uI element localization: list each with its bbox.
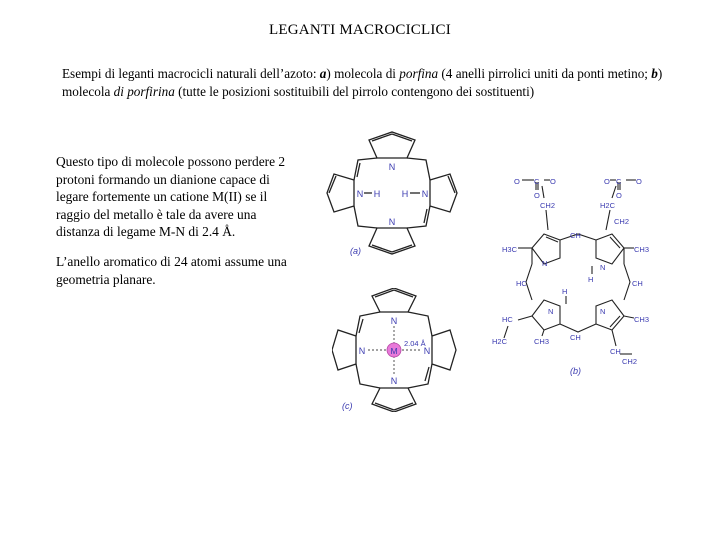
porphine-n-bottom: N	[388, 217, 396, 227]
porphyrin-o-3: O	[550, 177, 556, 186]
metallo-n-right: N	[423, 346, 431, 356]
metallo-n-bottom: N	[390, 376, 398, 386]
porphyrin-ch2-left: CH2	[540, 201, 556, 210]
porphyrin-h-bl: H	[562, 287, 568, 296]
porphyrin-o-6: O	[636, 177, 642, 186]
porphyrin-hc-left: HC	[516, 279, 527, 288]
porphyrin-ch2-vinyl: CH2	[622, 357, 638, 366]
porphyrin-h3c-left: H3C	[502, 245, 518, 254]
figure-a-label: (a)	[350, 246, 361, 256]
porphyrin-ch3-bl: CH3	[534, 337, 550, 346]
metallo-n-left: N	[358, 346, 366, 356]
porphyrin-ch-right: CH	[632, 279, 643, 288]
paragraph-aromatic-ring: L’anello aromatico di 24 atomi assume una geometria planare.	[56, 253, 287, 287]
figure-porphyrin	[488, 168, 664, 380]
porphine-n-left: N	[356, 189, 364, 199]
metallo-n-top: N	[390, 316, 398, 326]
term-porfina: porfina	[399, 66, 439, 81]
intro-text-3: (4 anelli pirrolici uniti da ponti metino;	[438, 66, 652, 81]
porphyrin-ch-top: CH	[570, 231, 581, 240]
porphine-h-left: H	[373, 189, 381, 199]
porphyrin-h2c-right: H2C	[600, 201, 616, 210]
porphyrin-c-1: C	[534, 177, 540, 186]
porphine-n-top: N	[388, 162, 396, 172]
bond-distance-label: 2.04 Å	[404, 339, 426, 348]
porphyrin-ch3-br: CH3	[634, 315, 650, 324]
porphyrin-ch-vinyl: CH	[610, 347, 621, 356]
porphyrin-o-2: O	[534, 191, 540, 200]
porphyrin-n-tl: N	[542, 259, 548, 268]
porphyrin-hc-vinyl: HC	[502, 315, 513, 324]
porphine-h-right: H	[401, 189, 409, 199]
porphyrin-o-1: O	[514, 177, 520, 186]
figure-b-label: (b)	[570, 366, 581, 376]
page-title: LEGANTI MACROCICLICI	[269, 22, 451, 38]
porphyrin-ch2-right: CH2	[614, 217, 630, 226]
intro-text-1: Esempi di leganti macrocicli naturali dell’azoto:	[62, 66, 320, 81]
intro-text-4: ) molecola	[62, 66, 663, 99]
intro-paragraph	[62, 65, 682, 100]
porphyrin-n-tr: N	[600, 263, 606, 272]
porphyrin-c-2: C	[616, 177, 622, 186]
intro-text-5: (tutte le posizioni sostituibili del pirrolo contengono dei sostituenti)	[174, 83, 535, 99]
porphine-n-right: N	[421, 189, 429, 199]
porphyrin-h2c-vinyl: H2C	[492, 337, 508, 346]
porphyrin-ch-bottom: CH	[570, 333, 581, 342]
porphyrin-o-5: O	[616, 191, 622, 200]
porphyrin-n-bl: N	[548, 307, 554, 316]
paragraph-dianion: Questo tipo di molecole possono perdere 2 protoni formando un dianione capace di legare fortemente un catione M(II) se il raggio del metallo è tale da avere una distanza di legame M-N di 2.4 Å.	[56, 154, 286, 240]
term-porfirina: di porfirina	[113, 83, 175, 99]
label-a: a	[319, 66, 327, 81]
porphyrin-h-tr: H	[588, 275, 594, 284]
figure-c-label: (c)	[342, 401, 353, 411]
figure-porphine	[322, 130, 462, 260]
description-text	[56, 153, 296, 300]
intro-text-2: ) molecola di	[326, 66, 400, 81]
label-b: b	[651, 66, 658, 81]
porphyrin-ch3-right: CH3	[634, 245, 650, 254]
figure-metalloporphyrin	[332, 288, 472, 412]
porphyrin-o-4: O	[604, 177, 610, 186]
porphyrin-n-br: N	[600, 307, 606, 316]
metal-label: M	[390, 346, 398, 356]
